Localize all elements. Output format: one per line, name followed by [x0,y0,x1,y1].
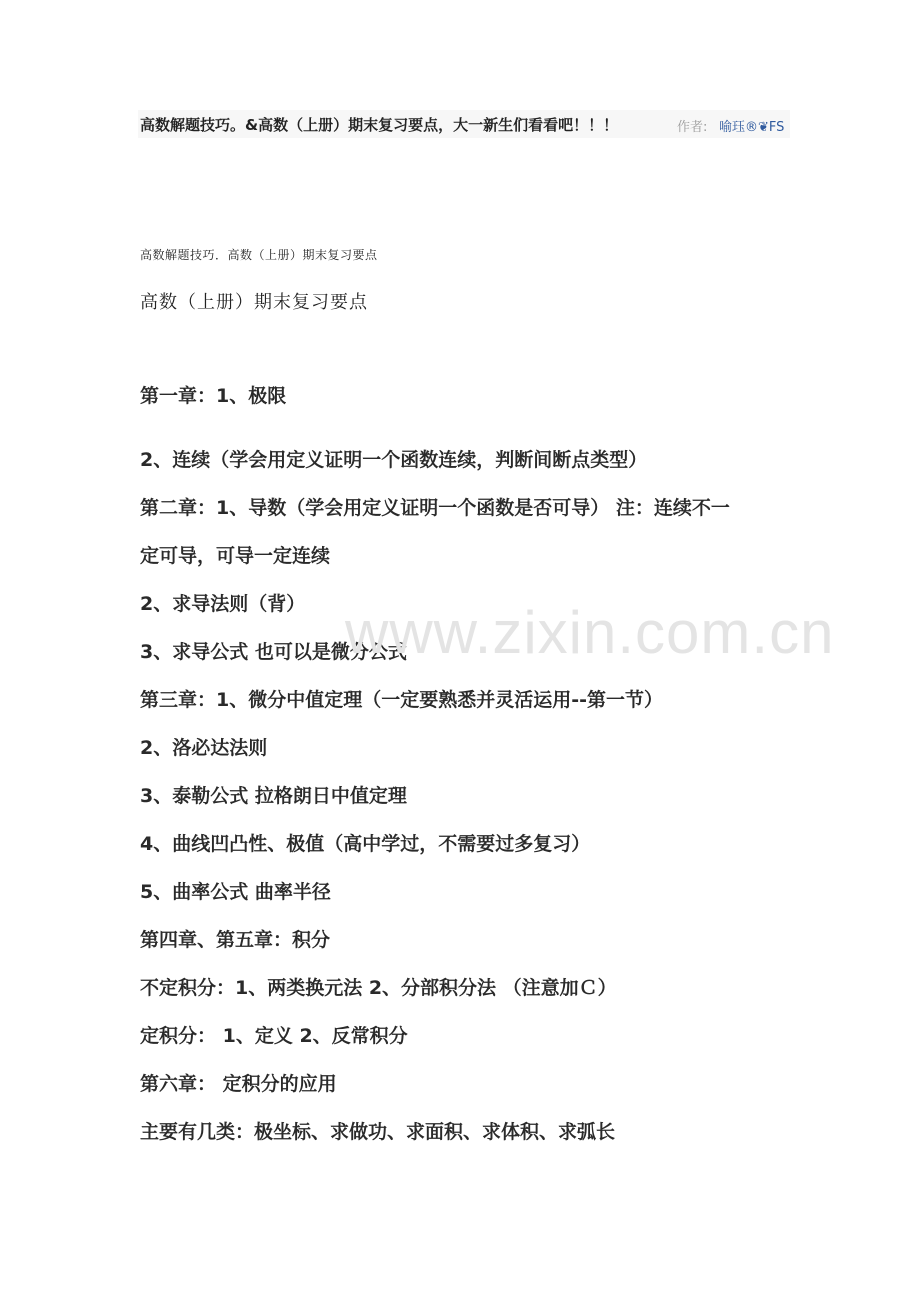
content-line-chapter-4-5: 第四章、第五章：积分 [140,929,331,951]
content-line: 不定积分：1、两类换元法 2、分部积分法 （注意加Ｃ） [140,977,617,999]
content-line-chapter-2: 第二章：1、导数（学会用定义证明一个函数是否可导） 注：连续不一 [140,497,730,519]
content-line: 4、曲线凹凸性、极值（高中学过，不需要过多复习） [140,833,591,855]
document-subtitle: 高数（上册）期末复习要点 [140,292,368,313]
author-link[interactable]: 喻珏®❦FS [719,120,785,135]
content-line: 5、曲率公式 曲率半径 [140,881,331,903]
content-line-chapter-6: 第六章： 定积分的应用 [140,1073,337,1095]
watermark: www.zixin.com.cn [345,599,835,666]
article-title[interactable]: 高数解题技巧。&高数（上册）期末复习要点，大一新生们看看吧！！！ [140,116,619,134]
content-line: 定积分： 1、定义 2、反常积分 [140,1025,408,1047]
content-line: 3、泰勒公式 拉格朗日中值定理 [140,785,407,807]
article-header [138,110,790,138]
author-label: 作者: [677,120,708,135]
content-line: 2、求导法则（背） [140,593,306,615]
content-line: 2、洛必达法则 [140,737,268,759]
content-line: 定可导，可导一定连续 [140,545,331,567]
document-small-title: 高数解题技巧．高数（上册）期末复习要点 [140,248,378,262]
content-line: 2、连续（学会用定义证明一个函数连续，判断间断点类型） [140,449,648,471]
content-line-chapter-1: 第一章：1、极限 [140,385,287,407]
content-line: 主要有几类：极坐标、求做功、求面积、求体积、求弧长 [140,1121,616,1143]
content-line-chapter-3: 第三章：1、微分中值定理（一定要熟悉并灵活运用--第一节） [140,689,663,711]
content-line: 3、求导公式 也可以是微分公式 [140,641,407,663]
